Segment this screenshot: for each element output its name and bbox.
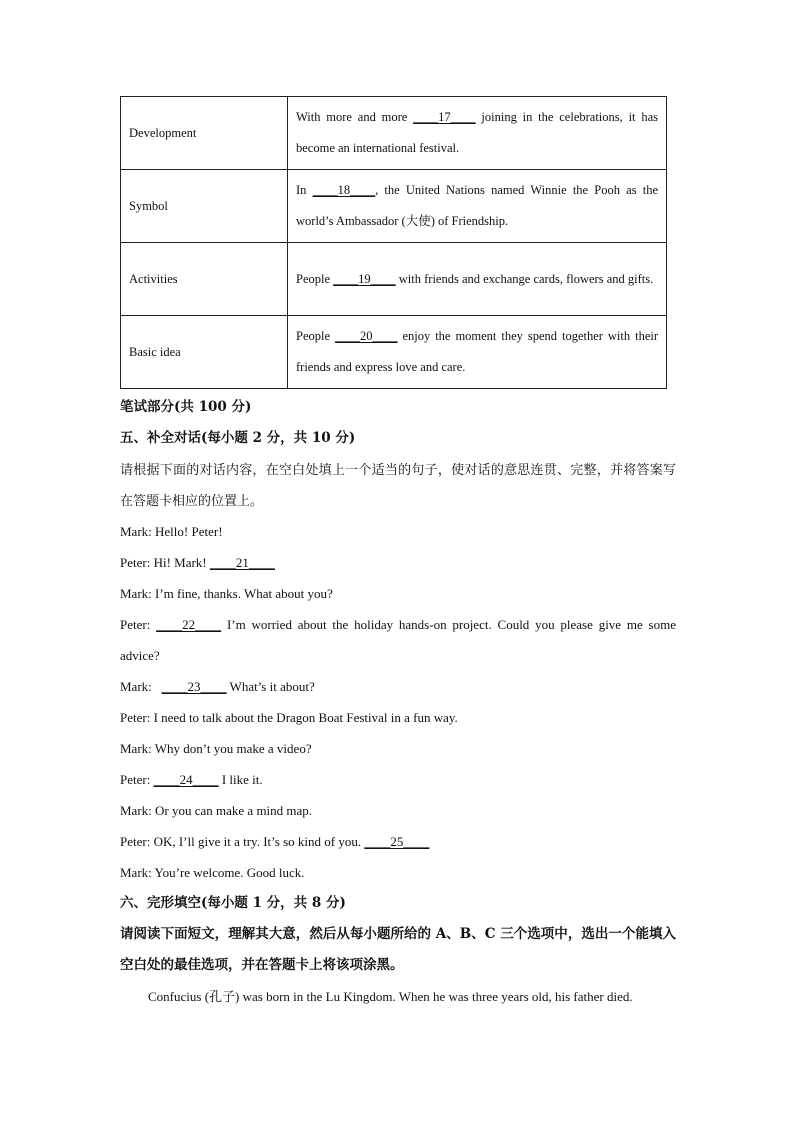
table-row xyxy=(121,170,667,243)
section-6-instruction: 请阅读下面短文，理解其大意，然后从每小题所给的 A、B、C 三个选项中，选出一个能填入空白处的最佳选项，并在答题卡上将该项涂黑。 xyxy=(120,926,676,973)
row-key: Basic idea xyxy=(121,316,288,389)
answer-blank-21: ____21____ xyxy=(209,555,275,570)
table-row xyxy=(121,97,667,170)
section-5-title: 五、补全对话(每小题 2 分，共 10 分) xyxy=(120,430,356,446)
dialog-line: Mark: Hello! Peter! xyxy=(120,524,223,539)
answer-blank-23: ____23____ xyxy=(161,679,227,694)
dialog-line: Peter: Hi! Mark! ____21____ xyxy=(120,547,676,578)
answer-blank-19: ____19____ xyxy=(333,271,396,286)
written-part-heading: 笔试部分(共 100 分) xyxy=(120,399,252,415)
answer-blank-20: ____20____ xyxy=(335,329,398,343)
row-value: In ____18____, the United Nations named Winnie the Pooh as the world’s Ambassador (大使) of Friendship. xyxy=(288,170,667,243)
answer-blank-25: ____25____ xyxy=(364,834,430,849)
table-row xyxy=(121,243,667,316)
answer-blank-17: ____17____ xyxy=(413,110,476,124)
dialog-line: Mark: I’m fine, thanks. What about you? xyxy=(120,586,333,601)
row-key: Symbol xyxy=(121,170,288,243)
dialog-line: Peter: ____22____ I’m worried about the holiday hands-on project. Could you please give me some advice? xyxy=(120,609,676,671)
row-value: With more and more ____17____ joining in the celebrations, it has become an international festival. xyxy=(288,97,667,170)
section-5-instruction: 请根据下面的对话内容，在空白处填上一个适当的句子，使对话的意思连贯、完整，并将答案写在答题卡相应的位置上。 xyxy=(120,462,676,508)
dialog-line: Peter: I need to talk about the Dragon Boat Festival in a fun way. xyxy=(120,710,458,725)
dialog-line: Peter: OK, I’ll give it a try. It’s so kind of you. ____25____ xyxy=(120,826,676,857)
festival-info-table xyxy=(120,96,667,389)
row-key: Development xyxy=(121,97,288,170)
dialog-line: Peter: ____24____ I like it. xyxy=(120,764,676,795)
table-row xyxy=(121,316,667,389)
answer-blank-24: ____24____ xyxy=(153,772,219,787)
dialog-line: Mark: You’re welcome. Good luck. xyxy=(120,865,305,880)
exam-body xyxy=(120,392,676,1012)
answer-blank-22: ____22____ xyxy=(156,617,222,632)
section-6-title: 六、完形填空(每小题 1 分，共 8 分) xyxy=(120,895,346,911)
row-value: People ____19____ with friends and exchange cards, flowers and gifts. xyxy=(288,243,667,316)
dialog-line: Mark: Why don’t you make a video? xyxy=(120,741,312,756)
passage-first-line: Confucius (孔子) was born in the Lu Kingdom. When he was three years old, his father died. xyxy=(148,989,633,1004)
answer-blank-18: ____18____ xyxy=(312,183,376,197)
dialog-line: Mark: ____23____ What’s it about? xyxy=(120,671,676,702)
dialog-line: Mark: Or you can make a mind map. xyxy=(120,803,313,818)
row-key: Activities xyxy=(121,243,288,316)
row-value: People ____20____ enjoy the moment they spend together with their friends and express love and care. xyxy=(288,316,667,389)
